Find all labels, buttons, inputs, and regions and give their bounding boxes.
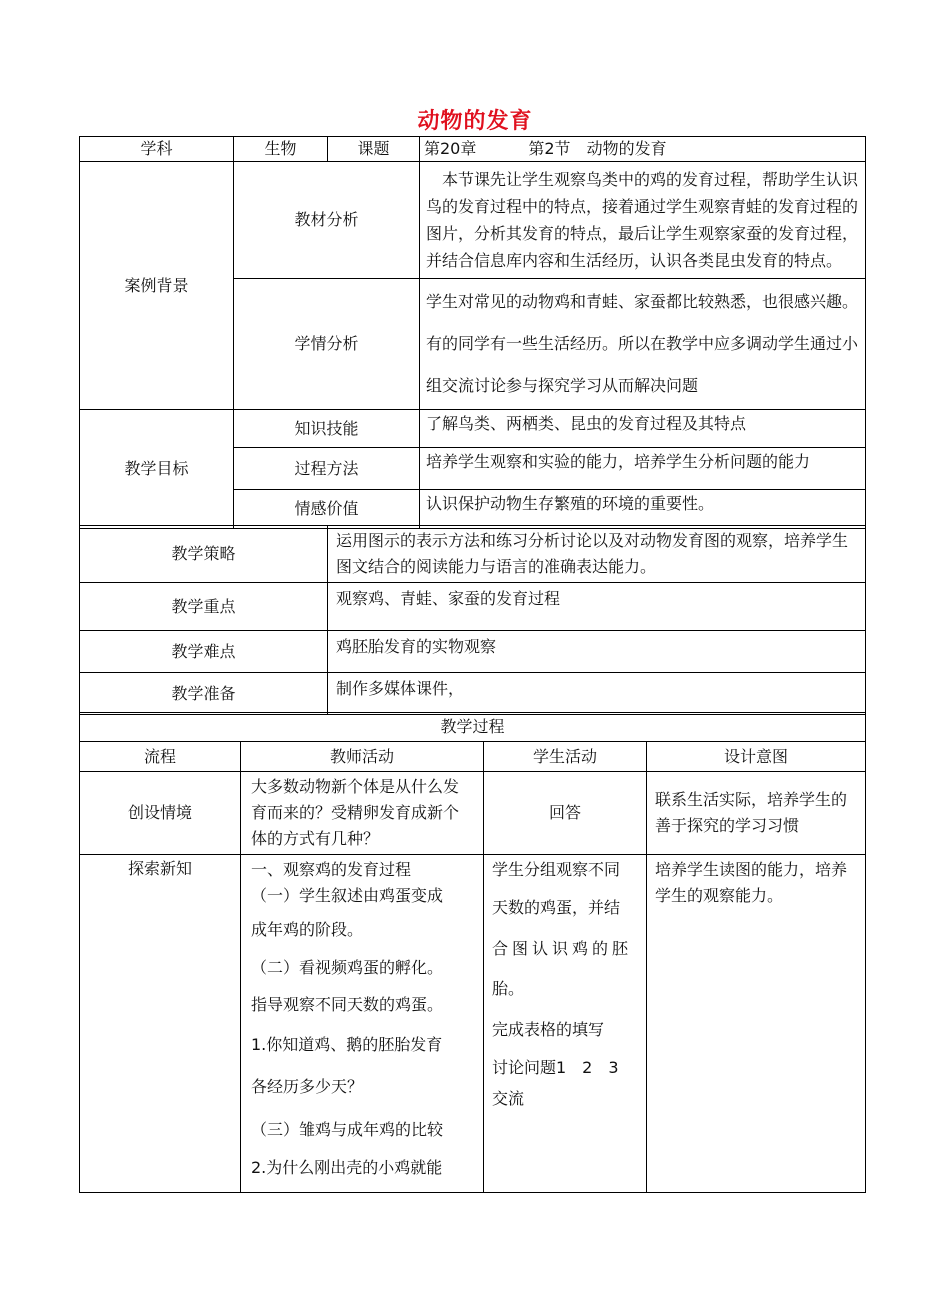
topic-value: [420, 137, 866, 162]
teacher-line: 一、观察鸡的发育过程: [251, 860, 412, 879]
subject-value: 生物: [234, 137, 328, 162]
strategy-text: 运用图示的表示方法和练习分析讨论以及对动物发育图的观察，培养学生图文结合的阅读能力与语言的准确表达能力。: [328, 526, 866, 583]
teacher-line: 成年鸡的阶段。: [251, 920, 364, 939]
subject-label: 学科: [80, 137, 234, 162]
teacher-line: 各经历多少天？: [251, 1077, 364, 1096]
student-analysis-line: 组交流讨论参与探究学习从而解决问题: [426, 376, 699, 395]
material-text: 本节课先让学生观察鸟类中的鸡的发育过程，帮助学生认识鸟的发育过程中的特点，接着通过学生观察青蛙的发育过程的图片，分析其发育的特点，最后让学生观察家蚕的发育过程，并结合信息库内容和生活经历，认识各类昆虫发育的特点。: [420, 162, 866, 279]
teacher-activity: [241, 855, 484, 1193]
section-title: 动物的发育: [586, 139, 667, 158]
goal-text: 认识保护动物生存繁殖的环境的重要性。: [420, 490, 866, 529]
background-label: 案例背景: [80, 162, 234, 410]
student-line: 学生分组观察不同: [492, 860, 621, 879]
student-analysis-line: 学生对常见的动物鸡和青蛙、家蚕都比较熟悉，也很感兴趣。: [426, 292, 859, 311]
section-text: 第2节: [528, 139, 571, 158]
prep-text: 制作多媒体课件，: [328, 673, 866, 715]
strategy-row: [80, 526, 866, 583]
student-line: 讨论问题1 2 3: [492, 1058, 619, 1077]
student-line: 完成表格的填写: [492, 1020, 605, 1039]
column-header: 设计意图: [647, 742, 866, 772]
process-heading: 教学过程: [80, 713, 866, 742]
focus-text: 观察鸡、青蛙、家蚕的发育过程: [328, 583, 866, 631]
difficulty-text: 鸡胚胎发育的实物观察: [328, 631, 866, 673]
material-label: 教材分析: [234, 162, 420, 279]
student-analysis-label: 学情分析: [234, 279, 420, 410]
teacher-line: （三）雏鸡与成年鸡的比较: [251, 1120, 444, 1139]
column-header: 学生活动: [484, 742, 647, 772]
prep-label: 教学准备: [80, 673, 328, 715]
goal-text: 了解鸟类、两栖类、昆虫的发育过程及其特点: [420, 410, 866, 448]
prep-row: [80, 673, 866, 715]
lesson-info-table: [79, 136, 866, 529]
focus-label: 教学重点: [80, 583, 328, 631]
process-heading-row: [80, 713, 866, 742]
difficulty-row: [80, 631, 866, 673]
design-intent: 培养学生读图的能力，培养学生的观察能力。: [647, 855, 866, 1193]
process-columns-row: [80, 742, 866, 772]
column-header: 流程: [80, 742, 241, 772]
goal-row: [80, 410, 866, 448]
teacher-line: （二）看视频鸡蛋的孵化。: [251, 958, 444, 977]
column-header: 教师活动: [241, 742, 484, 772]
stage-cell: 创设情境: [80, 772, 241, 855]
student-activity: 回答: [484, 772, 647, 855]
student-line: 胎。: [492, 979, 525, 998]
teacher-line: （一）学生叙述由鸡蛋变成: [251, 886, 444, 905]
process-row-situation: [80, 772, 866, 855]
header-row: [80, 137, 866, 162]
student-line: 交流: [492, 1089, 525, 1108]
lesson-plan-table: [79, 525, 866, 715]
goal-label: 情感价值: [234, 490, 420, 529]
design-intent: 联系生活实际，培养学生的善于探究的学习习惯: [647, 772, 866, 855]
student-line: 合图认识鸡的胚: [492, 939, 633, 958]
page-title: 动物的发育: [417, 109, 533, 134]
student-analysis-line: 有的同学有一些生活经历。所以在教学中应多调动学生通过小: [426, 334, 859, 353]
strategy-label: 教学策略: [80, 526, 328, 583]
focus-row: [80, 583, 866, 631]
goal-label: 过程方法: [234, 448, 420, 490]
teaching-process-table: [79, 712, 866, 1193]
topic-label: 课题: [328, 137, 420, 162]
teacher-activity: 大多数动物新个体是从什么发育而来的？受精卵发育成新个体的方式有几种？: [241, 772, 484, 855]
process-row-explore: [80, 855, 866, 1193]
student-line: 天数的鸡蛋，并结: [492, 898, 621, 917]
goals-label: 教学目标: [80, 410, 234, 529]
material-row: [80, 162, 866, 279]
difficulty-label: 教学难点: [80, 631, 328, 673]
student-activity: [484, 855, 647, 1193]
teacher-line: 指导观察不同天数的鸡蛋。: [251, 995, 444, 1014]
teacher-line: 1.你知道鸡、鹅的胚胎发育: [251, 1035, 443, 1054]
stage-cell: 探索新知: [80, 855, 241, 1193]
goal-label: 知识技能: [234, 410, 420, 448]
student-analysis-text: [420, 279, 866, 410]
goal-text: 培养学生观察和实验的能力，培养学生分析问题的能力: [420, 448, 866, 490]
teacher-line: 2.为什么刚出壳的小鸡就能: [251, 1158, 443, 1177]
chapter-text: 第20章: [424, 139, 477, 158]
